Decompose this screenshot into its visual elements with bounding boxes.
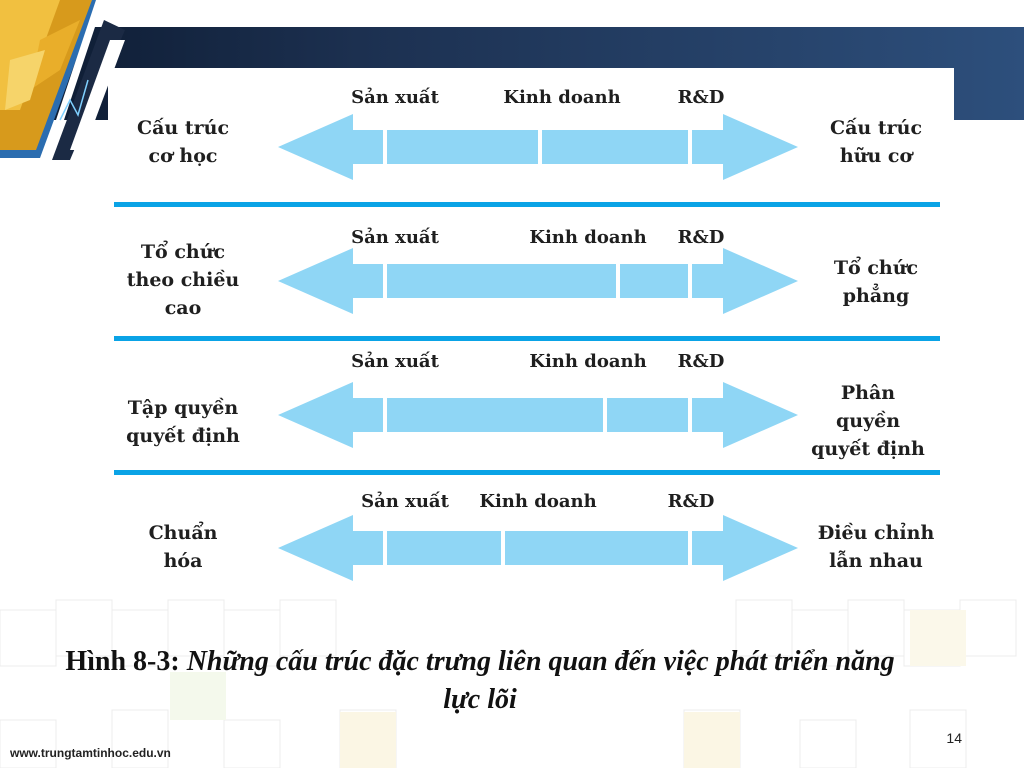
label-kinh-doanh-row-4: Kinh doanh	[479, 491, 597, 512]
right-label-row-4: Điều chỉnh lẫn nhau	[817, 522, 935, 572]
structure-figure	[108, 68, 954, 598]
label-rnd-row-2: R&D	[677, 227, 725, 248]
website-url: www.trungtamtinhoc.edu.vn	[10, 746, 171, 760]
segment-divider	[688, 112, 692, 182]
double-arrow-row-2	[278, 248, 798, 314]
page-number: 14	[946, 730, 962, 746]
left-label-row-1: Cấu trúc cơ học	[136, 117, 230, 167]
left-label-row-4: Chuẩn hóa	[148, 522, 218, 572]
label-san-xuat-row-3: Sản xuất	[351, 351, 439, 372]
segment-divider	[383, 246, 387, 316]
label-rnd-row-3: R&D	[677, 351, 725, 372]
label-san-xuat-row-1: Sản xuất	[351, 87, 439, 108]
double-arrow-row-4	[278, 515, 798, 581]
segment-divider	[688, 513, 692, 583]
caption-prefix: Hình 8-3:	[65, 646, 180, 677]
segment-divider	[603, 380, 607, 450]
label-rnd-row-1: R&D	[677, 87, 725, 108]
left-label-row-2: Tổ chức theo chiều cao	[126, 241, 240, 319]
segment-divider	[538, 112, 542, 182]
right-label-row-3: Phân quyền quyết định	[811, 382, 925, 460]
right-label-row-2: Tổ chức phẳng	[833, 257, 919, 307]
segment-divider	[383, 112, 387, 182]
segment-divider	[383, 513, 387, 583]
label-kinh-doanh-row-2: Kinh doanh	[529, 227, 647, 248]
segment-divider	[688, 246, 692, 316]
segment-divider	[616, 246, 620, 316]
segment-divider	[501, 513, 505, 583]
figure-caption	[60, 643, 900, 719]
segment-divider	[383, 380, 387, 450]
right-label-row-1: Cấu trúc hữu cơ	[829, 117, 923, 167]
label-kinh-doanh-row-3: Kinh doanh	[529, 351, 647, 372]
label-san-xuat-row-2: Sản xuất	[351, 227, 439, 248]
caption-text: Những cấu trúc đặc trưng liên quan đến việc phát triển năng lực lõi	[186, 646, 895, 715]
segment-divider	[688, 380, 692, 450]
label-san-xuat-row-4: Sản xuất	[361, 491, 449, 512]
label-rnd-row-4: R&D	[667, 491, 715, 512]
left-label-row-3: Tập quyền quyết định	[126, 397, 240, 447]
label-kinh-doanh-row-1: Kinh doanh	[503, 87, 621, 108]
double-arrow-row-3	[278, 382, 798, 448]
